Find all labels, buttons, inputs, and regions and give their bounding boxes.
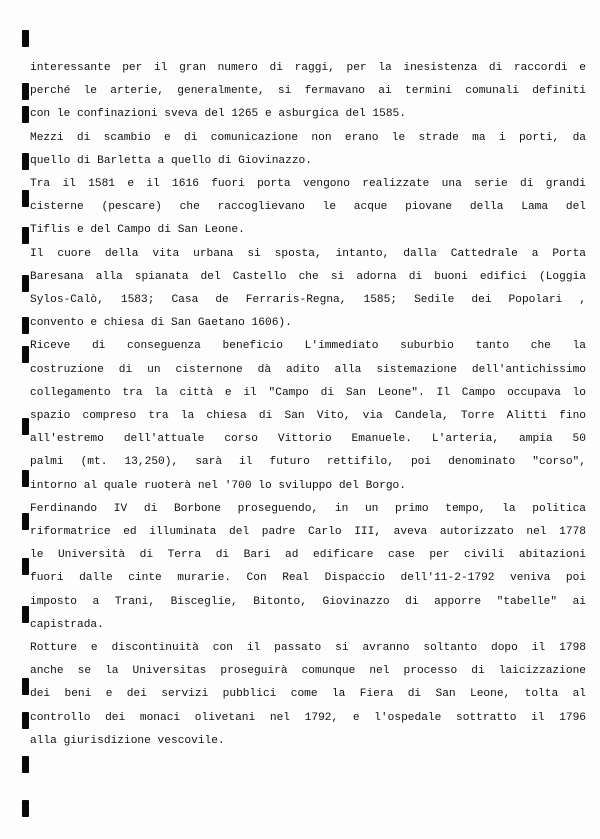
margin-mark: [22, 30, 29, 47]
paragraph: [30, 335, 586, 497]
body-text: [30, 57, 586, 753]
text-line: anche se la Universitas proseguirà comunque nel processo di laicizzazione: [30, 665, 586, 678]
text-line: palmi (mt. 13,250), sarà il futuro rettifilo, poi denominato "corso",: [30, 456, 586, 469]
paragraph: [30, 127, 586, 173]
margin-mark: [22, 558, 29, 575]
text-line: all'estremo dell'attuale corso Vittorio Emanuele. L'arteria, ampia 50: [30, 433, 586, 446]
text-line: capistrada.: [30, 618, 104, 631]
text-line: costruzione di un cisternone dà adito alla sistemazione dell'antichissimo: [30, 363, 586, 376]
margin-mark: [22, 606, 29, 623]
margin-mark: [22, 800, 29, 817]
text-line: Mezzi di scambio e di comunicazione non erano le strade ma i porti, da: [30, 131, 586, 144]
text-line: cisterne (pescare) che raccoglievano le acque piovane della Lama del: [30, 201, 586, 214]
margin-mark: [22, 756, 29, 773]
margin-mark: [22, 470, 29, 487]
text-line: con le confinazioni sveva del 1265 e asburgica del 1585.: [30, 108, 406, 121]
text-line: interessante per il gran numero di raggi, per la inesistenza di raccordi e: [30, 62, 586, 74]
text-line: collegamento tra la città e il "Campo di San Leone". Il Campo occupava lo: [30, 386, 586, 399]
margin-mark: [22, 153, 29, 170]
margin-mark: [22, 513, 29, 530]
text-line: Rotture e discontinuità con il passato si avranno soltanto dopo il 1798: [30, 642, 586, 655]
margin-mark: [22, 678, 29, 695]
text-line: dei beni e dei servizi pubblici come la Fiera di San Leone, tolta al: [30, 688, 586, 701]
paragraph: [30, 173, 586, 243]
text-line: Riceve di conseguenza beneficio L'immediato suburbio tanto che la: [30, 340, 586, 353]
margin-mark: [22, 317, 29, 334]
text-line: imposto a Trani, Bisceglie, Bitonto, Giovinazzo di apporre "tabelle" ai: [30, 595, 586, 608]
paragraph: [30, 637, 586, 753]
margin-mark: [22, 106, 29, 123]
text-line: alla giurisdizione vescovile.: [30, 734, 225, 747]
margin-mark: [22, 190, 29, 207]
text-line: fuori dalle cinte murarie. Con Real Dispaccio dell'11-2-1792 veniva poi: [30, 572, 586, 585]
paragraph: [30, 498, 586, 637]
text-line: Tiflis e del Campo di San Leone.: [30, 224, 245, 237]
text-line: Sylos-Calò, 1583; Casa de Ferraris-Regna, 1585; Sedile dei Popolari ,: [30, 294, 586, 307]
margin-mark: [22, 418, 29, 435]
text-line: Tra il 1581 e il 1616 fuori porta vengono realizzate una serie di grandi: [30, 178, 586, 191]
text-line: spazio compreso tra la chiesa di San Vito, via Candela, Torre Alitti fino: [30, 410, 586, 423]
paragraph: [30, 57, 586, 127]
margin-mark: [22, 275, 29, 292]
text-line: Ferdinando IV di Borbone proseguendo, in un primo tempo, la politica: [30, 502, 586, 515]
text-line: Il cuore della vita urbana si sposta, intanto, dalla Cattedrale a Porta: [30, 247, 586, 260]
paragraph: [30, 243, 586, 336]
text-line: controllo dei monaci olivetani nel 1792, e l'ospedale sottratto il 1796: [30, 711, 586, 724]
text-line: riformatrice ed illuminata del padre Carlo III, aveva autorizzato nel 1778: [30, 526, 586, 539]
text-line: quello di Barletta a quello di Giovinazzo.: [30, 154, 312, 167]
margin-mark: [22, 227, 29, 244]
text-line: le Università di Terra di Bari ad edificare case per civili abitazioni: [30, 549, 586, 562]
text-line: convento e chiesa di San Gaetano 1606).: [30, 317, 292, 330]
text-line: perché le arterie, generalmente, si fermavano ai termini comunali definiti: [30, 85, 586, 98]
text-line: intorno al quale ruoterà nel '700 lo sviluppo del Borgo.: [30, 479, 406, 492]
text-line: Baresana alla spianata del Castello che si adorna di buoni edifici (Loggia: [30, 270, 586, 283]
margin-mark: [22, 712, 29, 729]
margin-mark: [22, 346, 29, 363]
margin-mark: [22, 83, 29, 100]
